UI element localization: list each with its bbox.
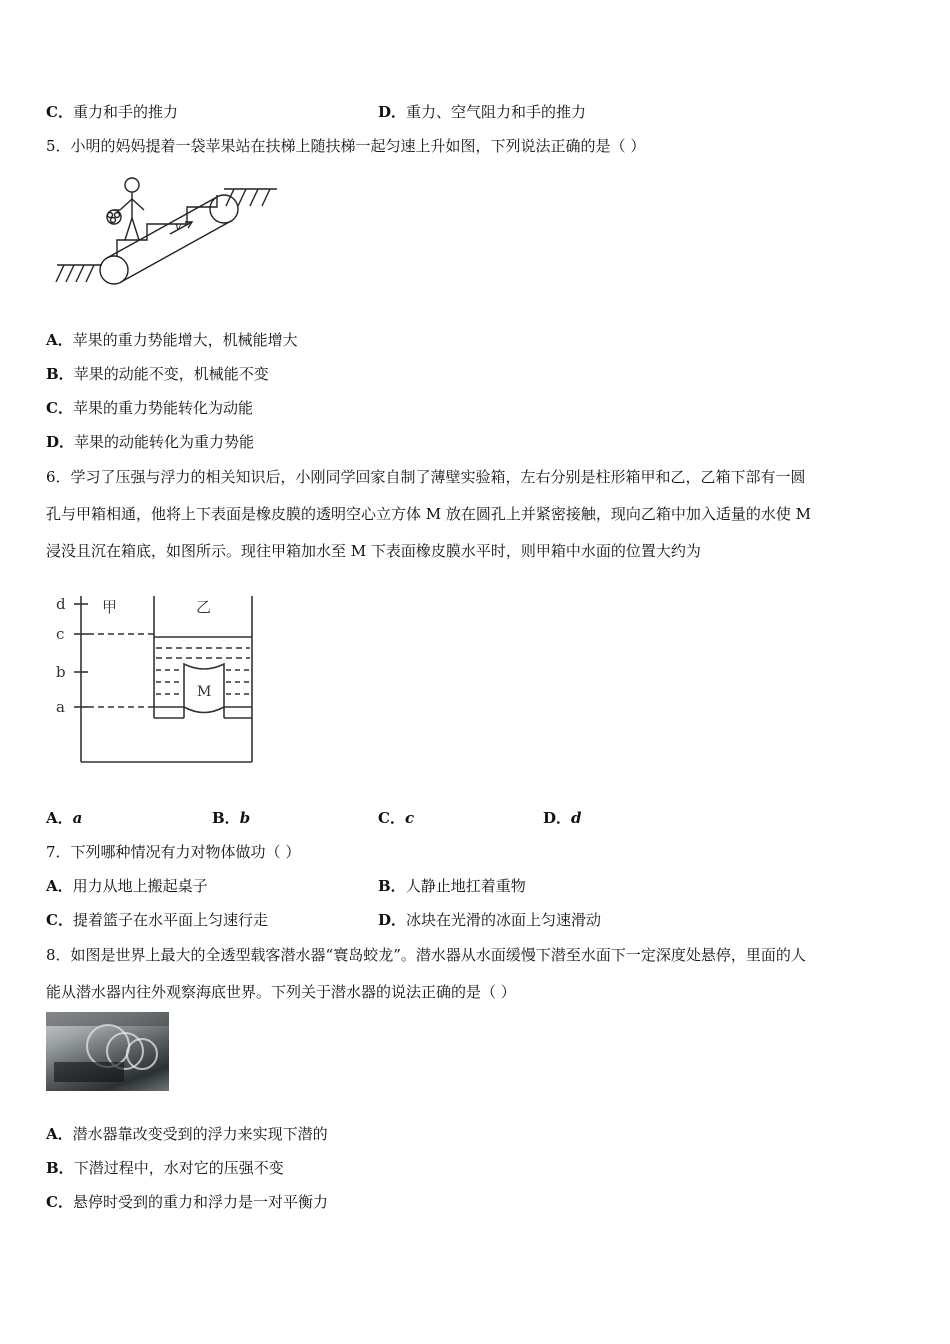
option-text: 提着篮子在水平面上匀速行走 xyxy=(72,911,268,929)
cube-label-m: M xyxy=(197,684,212,700)
q8-option-a xyxy=(46,1124,328,1144)
velocity-label: v xyxy=(175,220,182,233)
q7-option-b xyxy=(378,876,526,896)
option-text: 苹果的重力势能增大，机械能增大 xyxy=(72,331,298,349)
option-letter: B． xyxy=(46,365,74,383)
option-letter: B． xyxy=(46,1159,74,1177)
q6-option-c xyxy=(378,808,414,828)
q6-stem-line3: 浸没且沉在箱底，如图所示。现往甲箱加水至 M 下表面橡皮膜水平时，则甲箱中水面的位置大约为 xyxy=(46,542,701,560)
option-letter: D． xyxy=(378,103,407,121)
q6-option-d xyxy=(543,808,582,828)
option-letter: C． xyxy=(46,911,73,929)
q5-option-d xyxy=(46,432,254,452)
option-text: d xyxy=(571,809,582,827)
option-letter: C． xyxy=(378,809,405,827)
q8-stem-line2: 能从潜水器内往外观察海底世界。下列关于潜水器的说法正确的是（ ） xyxy=(46,983,516,1001)
q6-stem-line1: 6．学习了压强与浮力的相关知识后，小刚同学回家自制了薄壁实验箱，左右分别是柱形箱甲和乙，乙箱下部有一圆 xyxy=(46,468,806,486)
level-label-c: c xyxy=(56,625,65,643)
q8-option-b xyxy=(46,1158,284,1178)
option-text: b xyxy=(239,809,251,827)
submersible-photo xyxy=(46,1012,169,1091)
prev-option-d xyxy=(378,102,586,122)
level-label-a: a xyxy=(56,698,65,716)
option-letter: C． xyxy=(46,103,73,121)
option-text: 重力、空气阻力和手的推力 xyxy=(406,103,587,121)
option-letter: A． xyxy=(46,877,73,895)
level-label-b: b xyxy=(56,663,66,681)
q5-option-b xyxy=(46,364,269,384)
q5-option-a xyxy=(46,330,298,350)
q8-stem-line1: 8．如图是世界上最大的全透型载客潜水器“寰岛蛟龙”。潜水器从水面缓慢下潜至水面下一定深度处悬停，里面的人 xyxy=(46,946,806,964)
escalator-figure xyxy=(52,172,282,292)
option-text: 潜水器靠改变受到的浮力来实现下潜的 xyxy=(72,1125,328,1143)
tank-figure xyxy=(54,592,259,764)
option-text: a xyxy=(72,809,83,827)
option-text: 重力和手的推力 xyxy=(72,103,178,121)
option-letter: A． xyxy=(46,331,73,349)
option-text: 冰块在光滑的冰面上匀速滑动 xyxy=(406,911,602,929)
q7-option-d xyxy=(378,910,601,930)
option-letter: B． xyxy=(212,809,240,827)
option-letter: A． xyxy=(46,809,73,827)
q6-option-a xyxy=(46,808,82,828)
option-letter: D． xyxy=(543,809,572,827)
option-letter: D． xyxy=(378,911,407,929)
option-letter: B． xyxy=(378,877,406,895)
q7-option-c xyxy=(46,910,268,930)
q5-stem: 5．小明的妈妈提着一袋苹果站在扶梯上随扶梯一起匀速上升如图，下列说法正确的是（ ） xyxy=(46,137,646,155)
q5-option-c xyxy=(46,398,253,418)
option-text: 苹果的动能转化为重力势能 xyxy=(74,433,255,451)
q8-option-c xyxy=(46,1192,328,1212)
option-text: 下潜过程中，水对它的压强不变 xyxy=(73,1159,284,1177)
option-letter: D． xyxy=(46,433,75,451)
option-letter: C． xyxy=(46,399,73,417)
option-text: 悬停时受到的重力和浮力是一对平衡力 xyxy=(72,1193,328,1211)
q7-option-a xyxy=(46,876,208,896)
q6-stem-line2: 孔与甲箱相通，他将上下表面是橡皮膜的透明空心立方体 M 放在圆孔上并紧密接触，现向乙箱中加入适量的水使 M xyxy=(46,505,812,523)
prev-option-c xyxy=(46,102,178,122)
option-text: 苹果的重力势能转化为动能 xyxy=(72,399,253,417)
tank-label-yi: 乙 xyxy=(196,598,212,616)
option-text: 用力从地上搬起桌子 xyxy=(72,877,208,895)
tank-label-jia: 甲 xyxy=(102,598,118,616)
q7-stem: 7．下列哪种情况有力对物体做功（ ） xyxy=(46,843,301,861)
level-label-d: d xyxy=(56,595,66,613)
option-letter: C． xyxy=(46,1193,73,1211)
option-text: c xyxy=(404,809,415,827)
option-text: 苹果的动能不变，机械能不变 xyxy=(73,365,269,383)
q6-option-b xyxy=(212,808,250,828)
option-text: 人静止地扛着重物 xyxy=(405,877,526,895)
option-letter: A． xyxy=(46,1125,73,1143)
